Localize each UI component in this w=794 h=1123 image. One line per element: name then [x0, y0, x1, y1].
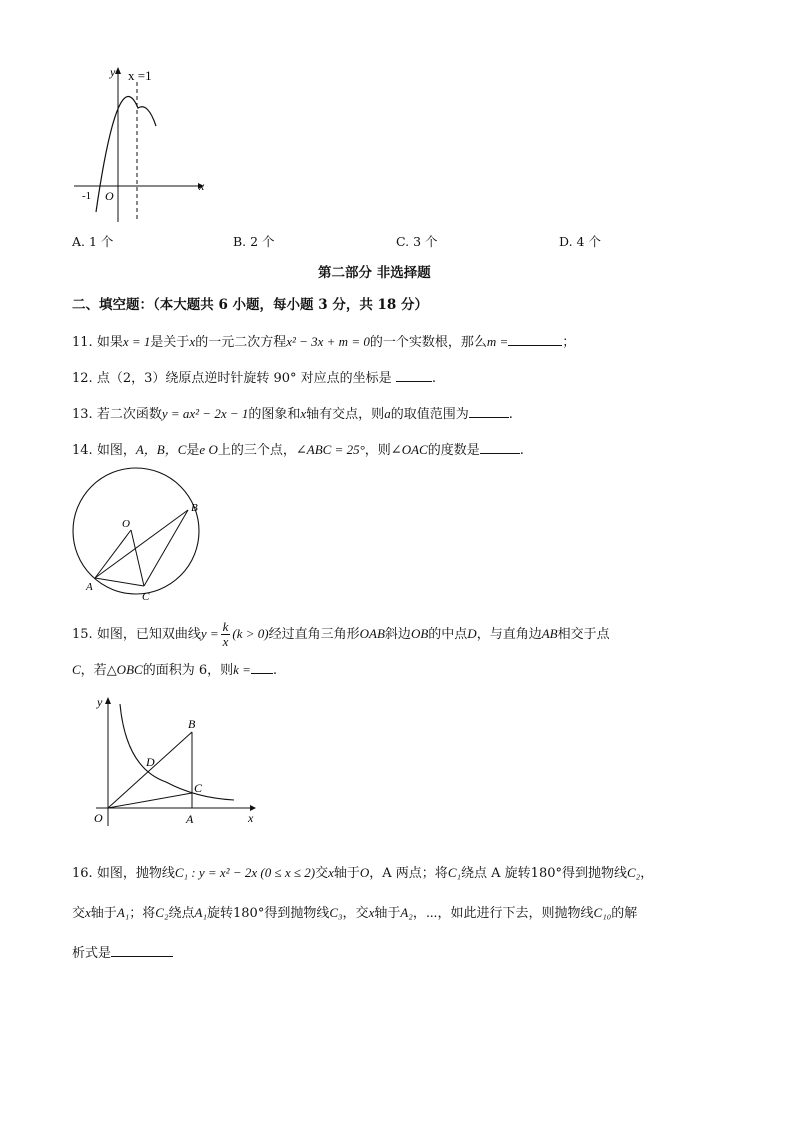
q14-text-2: 是	[186, 443, 200, 458]
choice-c[interactable]: C. 3 个	[396, 234, 438, 249]
q11-text-1: 如果	[96, 335, 123, 350]
q15-text-4: 的中点	[428, 627, 468, 642]
q14-text-1: 如图，	[96, 443, 136, 458]
q15-triangle: △OBC	[106, 662, 143, 677]
q11-text-5: ；	[562, 335, 576, 350]
label-b: B	[188, 717, 196, 731]
q15-oab: OAB	[359, 626, 385, 641]
q16-text-4: ，A 两点；将	[369, 866, 448, 881]
q16-l3-text: 析式是	[72, 946, 112, 961]
q16-o: O	[359, 865, 370, 880]
q13-text-4: 的取值范围为	[390, 407, 469, 422]
question-16	[72, 864, 653, 883]
q13-text-3: 轴有交点，则	[306, 407, 385, 422]
question-12	[72, 369, 436, 388]
q16-c1: C₁ : y = x² − 2x (0 ≤ x ≤ 2)	[174, 865, 316, 880]
y-axis-arrow-icon	[105, 697, 111, 704]
question-15	[72, 620, 610, 656]
q16-c10: C₁₀	[593, 905, 612, 920]
q13-eq: y = ax² − 2x − 1	[161, 406, 249, 421]
q15-text-3: 斜边	[384, 627, 411, 642]
q16-text-1: 如图，抛物线	[96, 866, 175, 881]
line-label: x =1	[128, 68, 152, 83]
q11-text-3: 的一元二次方程	[195, 335, 287, 350]
label-d: D	[146, 755, 155, 769]
q16-x: x	[328, 865, 334, 880]
label-y: y	[97, 695, 103, 709]
q16-l2-a1: A₁	[194, 905, 207, 920]
question-11	[72, 333, 575, 352]
q16-l2-text-7: ，交	[342, 906, 369, 921]
question-16-line-2	[72, 904, 637, 923]
label-c: C	[194, 781, 203, 795]
q15-text-7: ，若	[80, 663, 107, 678]
q16-l2-text-4: 绕点	[168, 906, 195, 921]
q15-lhs: y =	[200, 626, 219, 641]
label-a: A	[86, 581, 93, 593]
question-14	[72, 441, 524, 460]
q12-number: 12.	[72, 371, 93, 386]
circle-figure	[62, 466, 222, 606]
q15-d: D	[467, 626, 477, 641]
q16-a2: A₂	[400, 905, 413, 920]
q15-text-5: ，与直角边	[476, 627, 542, 642]
part-title: 第二部分 非选择题	[318, 265, 431, 281]
q15-end: .	[272, 663, 278, 678]
q14-circle: e O	[199, 442, 218, 457]
q14-text-3: 上的三个点，	[217, 443, 296, 458]
q14-text-4: ，则	[364, 443, 391, 458]
parabola-figure	[70, 62, 210, 227]
q16-text-3: 轴于	[333, 866, 360, 881]
question-15-line-2	[72, 661, 277, 680]
q11-answer-blank[interactable]	[508, 333, 562, 346]
q15-frac-num: k	[222, 619, 229, 634]
label-o: O	[94, 811, 103, 825]
q16-c2: C₂	[627, 865, 641, 880]
q11-eq3: m =	[486, 334, 509, 349]
q15-condition: (k > 0)	[232, 626, 269, 641]
q12-answer-blank[interactable]	[396, 369, 432, 382]
q14-text-5: 的度数是	[427, 443, 480, 458]
label-c: C	[142, 591, 150, 603]
q16-l2-text-5: 旋转	[206, 906, 233, 921]
q15-fraction	[221, 620, 231, 649]
q11-var: x	[189, 334, 196, 349]
q16-c1b: C₁	[447, 865, 462, 880]
q13-text-2: 的图象和	[248, 407, 301, 422]
y-label: y	[110, 65, 116, 79]
q13-number: 13.	[72, 407, 93, 422]
q14-points: A，B，C	[135, 442, 187, 457]
segment-oc	[108, 793, 192, 808]
q11-eq1: x = 1	[122, 334, 151, 349]
choice-d[interactable]: D. 4 个	[559, 234, 601, 249]
label-x: x	[248, 811, 254, 825]
q16-l2-text-6: 得到抛物线	[264, 906, 330, 921]
q16-c3: C₃	[329, 905, 343, 920]
label-b: B	[191, 502, 198, 514]
q12-end: .	[431, 371, 436, 386]
q15-number: 15.	[72, 627, 93, 642]
q16-l2-text-9: ，⋯，如此进行下去，则抛物线	[412, 906, 594, 921]
choice-a[interactable]: A. 1 个	[72, 234, 114, 249]
q16-text-7: ，	[640, 866, 654, 881]
q16-answer-blank[interactable]	[111, 944, 173, 957]
q15-answer-blank[interactable]	[251, 661, 273, 674]
label-o: O	[122, 518, 130, 530]
q13-answer-blank[interactable]	[469, 405, 509, 418]
q16-l2-x2: x	[368, 905, 375, 920]
q16-l2-rot: 180°	[233, 906, 265, 921]
q11-text-2: 是关于	[150, 335, 190, 350]
q16-text-5: 绕点 A 旋转	[461, 866, 531, 881]
hyperbola-figure	[86, 690, 266, 830]
q16-l2-text-8: 轴于	[374, 906, 401, 921]
q15-keq: k =	[233, 662, 251, 677]
q13-text-1: 若二次函数	[96, 407, 162, 422]
circle-o	[73, 468, 199, 594]
segment-ob	[108, 732, 192, 808]
q16-l2-c2: C₂	[155, 905, 169, 920]
q13-end: .	[508, 407, 513, 422]
neg-one-label: -1	[82, 190, 92, 202]
question-13	[72, 405, 513, 424]
q11-text-4: 的一个实数根，那么	[369, 335, 487, 350]
q16-number: 16.	[72, 866, 93, 881]
q16-l2-text-10: 的解	[611, 906, 638, 921]
q16-a1: A₁	[116, 905, 130, 920]
q16-rot: 180°	[530, 866, 562, 881]
origin-label: O	[105, 189, 114, 203]
q16-l2-text-3: ；将	[129, 906, 156, 921]
q15-text-6: 相交于点	[557, 627, 610, 642]
q16-text-6: 得到抛物线	[562, 866, 628, 881]
q15-ob: OB	[410, 626, 429, 641]
segment-ab	[95, 510, 188, 578]
segment-oc	[131, 530, 144, 586]
q14-answer-blank[interactable]	[480, 441, 520, 454]
q11-number: 11.	[72, 335, 93, 350]
q15-text-8: 的面积为 6，则	[142, 663, 234, 678]
section-heading: 二、填空题：（本大题共 6 小题，每小题 3 分，共 18 分）	[72, 297, 429, 313]
q15-frac-den: x	[222, 634, 229, 649]
hyperbola-curve	[120, 704, 234, 800]
q13-var: x	[300, 406, 307, 421]
choice-b[interactable]: B. 2 个	[233, 234, 275, 249]
segment-oa	[95, 530, 131, 578]
q14-ask: ∠OAC	[390, 442, 428, 457]
y-axis-arrow-icon	[115, 67, 121, 74]
q15-c: C	[72, 662, 81, 677]
q11-eq2: x² − 3x + m = 0	[286, 334, 370, 349]
q16-l2-x: x	[85, 905, 91, 920]
q14-number: 14.	[72, 443, 93, 458]
q16-text-2: 交	[315, 866, 329, 881]
x-label: x	[199, 179, 205, 193]
q16-l2-text-1: 交	[72, 906, 86, 921]
question-16-line-3	[72, 944, 173, 963]
q15-ab: AB	[541, 626, 558, 641]
q15-text-1: 如图，已知双曲线	[96, 627, 201, 642]
q14-end: .	[519, 443, 524, 458]
q16-l2-text-2: 轴于	[90, 906, 117, 921]
q15-text-2: 经过直角三角形	[268, 627, 360, 642]
q14-angle: ∠ABC = 25°	[295, 442, 365, 457]
q12-text: 点（2，3）绕原点逆时针旋转 90° 对应点的坐标是	[96, 371, 392, 386]
q13-a: a	[384, 406, 391, 421]
label-a: A	[186, 812, 194, 826]
